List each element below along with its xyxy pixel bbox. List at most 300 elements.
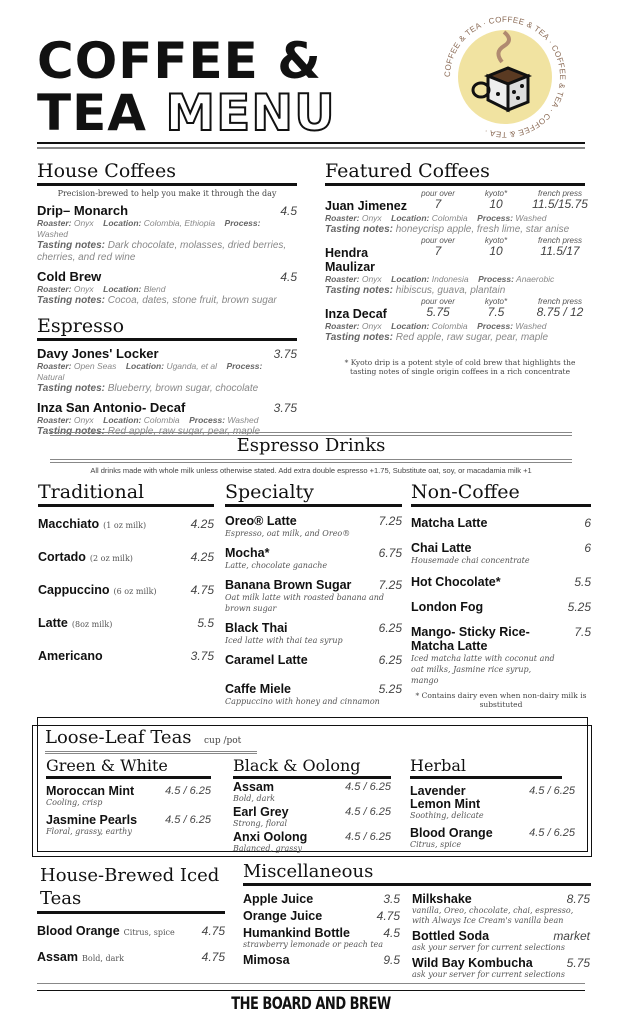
location-label: Location: [125, 361, 165, 371]
item-name-text: Blood Orange [410, 826, 493, 840]
item-name [38, 616, 214, 632]
menu-item [411, 541, 591, 566]
location-value: Colombia [429, 213, 478, 223]
tasting-notes [37, 240, 297, 264]
menu-item [37, 204, 297, 264]
item-price: 5.75 [566, 956, 590, 970]
item-name [411, 575, 546, 589]
menu-item [412, 956, 590, 980]
featured-item [325, 236, 595, 297]
item-name [225, 621, 402, 635]
divider [37, 983, 585, 984]
teas-title: Loose-Leaf Teas [45, 727, 192, 748]
item-name [411, 600, 546, 614]
menu-item [243, 909, 400, 923]
roaster-value: Onyx [359, 213, 392, 223]
price-column [473, 189, 519, 210]
item-name-text: Cappuccino [38, 583, 110, 597]
item-description: Iced matcha latte with coconut and oat milks, Jasmine rice syrup, mango [411, 654, 555, 685]
process-label: Process: [477, 213, 514, 223]
espresso-drinks-subtitle: All drinks made with whole milk unless otherwise stated. Add extra double espresso +1.75, Substitute oat, soy, or macadamia milk +1 [90, 466, 532, 475]
menu-item [46, 785, 211, 808]
item-name-text: Anxi Oolong [233, 830, 308, 844]
item-description: Strong, floral [233, 819, 287, 828]
item-name-text: Wild Bay Kombucha [412, 956, 533, 970]
coffee-meta [37, 218, 297, 240]
teas-unit: cup /pot [204, 736, 242, 746]
item-note: (6 oz milk) [113, 587, 157, 596]
location-label: Location: [391, 213, 430, 223]
item-price: 5.5 [574, 575, 591, 589]
item-name-text: Apple Juice [243, 892, 314, 906]
roaster-label: Roaster: [37, 284, 72, 294]
item-name-text: Chai Latte [411, 541, 472, 555]
divider [37, 142, 585, 144]
price-column-label: pour over [421, 189, 455, 198]
item-name-text: Matcha Latte [411, 516, 488, 530]
menu-item [412, 929, 590, 953]
notes-value: Cocoa, dates, stone fruit, brown sugar [104, 295, 277, 306]
process-label: Process: [224, 218, 261, 228]
divider [50, 432, 572, 433]
item-price: 6.25 [378, 653, 402, 667]
item-price: 3.5 [383, 892, 400, 906]
location-value: Indonesia [429, 274, 479, 284]
roaster-label: Roaster: [325, 274, 360, 284]
item-name-text: Banana Brown Sugar [225, 578, 352, 592]
process-value: Washed [37, 229, 78, 239]
item-note: (1 oz milk) [103, 521, 147, 530]
section-subtitle: Precision-brewed to help you make it through the day [57, 189, 277, 198]
notes-value: honeycrisp apple, fresh lime, star anise [392, 224, 570, 235]
menu-title-line2 [37, 84, 336, 142]
price-column [415, 297, 461, 318]
price-value: 7 [434, 197, 442, 211]
menu-title-line1: COFFEE & [37, 32, 322, 90]
item-name [243, 926, 400, 940]
location-label: Location: [103, 218, 142, 228]
item-name-text: Caramel Latte [225, 653, 308, 667]
price-column-label: french press [537, 189, 583, 198]
house-coffees-section [37, 160, 297, 438]
menu-item [38, 550, 214, 573]
process-value: Anaerobic [513, 274, 564, 284]
item-name-text: Americano [38, 649, 103, 663]
location-value: Blend [141, 284, 175, 294]
herbal-column [410, 757, 575, 850]
coffee-meta [325, 213, 595, 224]
featured-item [325, 189, 595, 236]
notes-label: Tasting notes: [325, 332, 393, 343]
item-description: ask your server for current selections [412, 970, 565, 979]
traditional-column [38, 481, 214, 672]
menu-item [243, 926, 400, 950]
item-price: 4.75 [201, 950, 225, 964]
footer-brand-logo: THE BOARD AND BREW [231, 994, 391, 1015]
tasting-notes [37, 295, 297, 307]
item-name [243, 953, 400, 967]
roaster-value: Onyx [359, 321, 392, 331]
roaster-label: Roaster: [37, 361, 72, 371]
item-price: 4.5 / 6.25 [345, 781, 391, 793]
menu-item [411, 600, 591, 616]
tasting-notes [37, 383, 297, 395]
roaster-value: Onyx [71, 218, 104, 228]
notes-label: Tasting notes: [325, 224, 393, 235]
item-description: Iced latte with thai tea syrup [225, 636, 343, 645]
price-column [527, 236, 593, 257]
process-value: Washed [513, 321, 556, 331]
menu-item [46, 814, 211, 837]
item-price: 4.5 / 6.25 [165, 814, 211, 826]
notes-value: Dark chocolate, molasses, dried berries, cherries, and red wine [37, 240, 287, 263]
location-label: Location: [391, 321, 430, 331]
menu-item [225, 621, 402, 646]
notes-label: Tasting notes: [325, 285, 393, 296]
menu-item [225, 578, 402, 614]
item-price: 8.75 [566, 892, 590, 906]
item-price: 4.5 [280, 270, 297, 284]
section-title: Miscellaneous [243, 862, 591, 886]
item-price: 3.75 [190, 649, 214, 663]
item-description: Floral, grassy, earthy [46, 827, 132, 836]
item-name-text: Bottled Soda [412, 929, 490, 943]
item-name-text: Humankind Bottle [243, 926, 350, 940]
section-title: Featured Coffees [325, 160, 585, 186]
black-oolong-column [233, 757, 391, 854]
green-white-column [46, 757, 211, 837]
notes-value: Red apple, raw sugar, pear, maple [392, 332, 549, 343]
item-name-text: Latte [38, 616, 68, 630]
price-value: 7.5 [487, 305, 505, 319]
item-price: 4.5 / 6.25 [529, 827, 575, 839]
item-description: vanilla, Oreo, chocolate, chai, espresso, with Always Ice Cream's vanilla bean [412, 906, 574, 925]
menu-item [410, 827, 575, 850]
item-description: Citrus, spice [410, 840, 462, 849]
item-name-text: Lavender Lemon Mint [410, 784, 481, 811]
item-name-text: Caffe Miele [225, 682, 291, 696]
item-name [225, 578, 402, 592]
item-price: 6.25 [378, 621, 402, 635]
price-column-label: kyoto* [484, 297, 508, 306]
column-title: Green & White [46, 757, 211, 779]
misc-section [243, 862, 591, 886]
item-name-text: Orange Juice [243, 909, 323, 923]
item-price: 4.5 [383, 926, 400, 940]
location-label: Location: [103, 415, 142, 425]
process-label: Process: [189, 415, 226, 425]
item-price: 4.75 [201, 924, 225, 938]
logo [440, 12, 570, 142]
notes-label: Tasting notes: [37, 240, 105, 251]
price-value: 8.75 / 12 [536, 305, 584, 319]
item-price: 5.5 [197, 616, 214, 630]
item-price: 4.5 / 6.25 [529, 785, 575, 797]
item-name: Inza Decaf [325, 307, 387, 321]
menu-item [37, 924, 225, 940]
item-name-text: Earl Grey [233, 805, 289, 819]
item-price: 5.25 [567, 600, 591, 614]
item-note: (8oz milk) [71, 620, 113, 629]
price-column-label: pour over [421, 236, 455, 245]
item-price: 4.5 / 6.25 [345, 806, 391, 818]
item-name-text: Mango- Sticky Rice- Matcha Latte [411, 625, 530, 653]
notes-value: Blueberry, brown sugar, chocolate [104, 383, 259, 394]
item-price: 7.25 [378, 578, 402, 592]
menu-item [411, 575, 591, 591]
item-name: Drip– Monarch [37, 203, 129, 218]
item-name-text: Mocha* [225, 546, 270, 560]
item-price: 4.5 [280, 204, 297, 218]
item-name-text: London Fog [411, 600, 484, 614]
process-value: Washed [225, 415, 268, 425]
location-value: Colombia, Ethiopia [141, 218, 225, 228]
location-label: Location: [103, 284, 142, 294]
item-note: (2 oz milk) [89, 554, 133, 563]
item-name [411, 516, 546, 530]
price-column [473, 297, 519, 318]
item-description: Espresso, oat milk, and Oreo® [225, 529, 351, 538]
menu-item [411, 625, 591, 686]
notes-label: Tasting notes: [37, 295, 105, 306]
location-value: Colombia [141, 415, 190, 425]
price-column [527, 297, 593, 318]
item-name [225, 653, 402, 667]
menu-item [225, 653, 402, 675]
column-title: Non-Coffee [411, 481, 591, 507]
kyoto-footnote: * Kyoto drip is a potent style of cold brew that highlights the tasting notes of single origin coffees in a rich concentrate [344, 358, 576, 376]
tasting-notes [325, 285, 595, 297]
item-name [243, 892, 400, 906]
featured-coffees-section [325, 160, 595, 376]
price-value: 10 [489, 244, 503, 258]
price-column-label: pour over [421, 297, 455, 306]
item-price: 4.5 / 6.25 [165, 785, 211, 797]
section-title: House Coffees [37, 160, 297, 186]
item-name: Davy Jones' Locker [37, 346, 159, 361]
item-name [38, 649, 214, 663]
item-name-text: Milkshake [412, 892, 472, 906]
item-name [225, 514, 402, 528]
price-column [415, 189, 461, 210]
coffee-meta [37, 284, 297, 295]
price-value: 5.75 [426, 305, 450, 319]
process-label: Process: [478, 274, 514, 284]
teas-header [45, 727, 257, 754]
price-column-label: french press [537, 297, 583, 306]
coffee-meta [37, 415, 297, 426]
item-price: 7.25 [378, 514, 402, 528]
tasting-notes [325, 332, 595, 344]
item-description: ask your server for current selections [412, 943, 565, 952]
item-name [225, 682, 402, 696]
roaster-label: Roaster: [325, 213, 360, 223]
location-label: Location: [391, 274, 430, 284]
roaster-label: Roaster: [37, 415, 72, 425]
price-value: 7 [434, 244, 442, 258]
column-title: Traditional [38, 481, 214, 507]
item-description: Cappuccino with honey and cinnamon [225, 697, 380, 706]
price-column-label: french press [537, 236, 583, 245]
menu-item [233, 781, 391, 804]
column-title: Herbal [410, 757, 562, 779]
item-name-text: Cortado [38, 550, 86, 564]
item-name: Cold Brew [37, 269, 102, 284]
menu-item [233, 831, 391, 854]
item-name-text: Macchiato [38, 517, 100, 531]
item-description: Housemade chai concentrate [411, 556, 530, 565]
roaster-value: Open Seas [71, 361, 126, 371]
section-title: Espresso [37, 315, 297, 341]
menu-item [225, 682, 402, 707]
coffee-meta [37, 361, 297, 383]
location-value: Colombia [429, 321, 478, 331]
item-name: Juan Jimenez [325, 199, 407, 213]
roaster-value: Onyx [359, 274, 392, 284]
item-price: 6.75 [378, 546, 402, 560]
item-price: 4.5 / 6.25 [345, 831, 391, 843]
process-label: Process: [226, 361, 263, 371]
item-price: 6 [584, 541, 591, 555]
menu-item [243, 953, 400, 967]
item-name [412, 892, 590, 906]
misc-left-column [243, 889, 400, 967]
item-price: 3.75 [273, 347, 297, 361]
item-name [412, 956, 590, 970]
menu-item [243, 892, 400, 906]
column-title: Black & Oolong [233, 757, 391, 779]
logo-ring-text: COFFEE & TEA · COFFEE & TEA · COFFEE & TEA · COFFEE & TEA · [442, 14, 568, 140]
item-price: 3.75 [273, 401, 297, 415]
divider [37, 990, 585, 991]
tasting-notes [325, 224, 595, 236]
price-column-label: kyoto* [484, 236, 508, 245]
item-name [38, 517, 214, 533]
item-price: market [553, 929, 590, 943]
price-column [527, 189, 593, 210]
menu-item [37, 950, 225, 966]
notes-label: Tasting notes: [37, 426, 105, 437]
price-value: 11.5/15.75 [532, 197, 588, 211]
menu-item [37, 347, 297, 395]
item-price: 9.5 [383, 953, 400, 967]
item-note: Citrus, spice [123, 928, 175, 937]
item-name-text: Moroccan Mint [46, 784, 135, 798]
price-column [415, 236, 461, 257]
featured-item [325, 297, 595, 344]
process-value: Washed [513, 213, 556, 223]
notes-value: hibiscus, guava, plantain [392, 285, 506, 296]
item-description: Cooling, crisp [46, 798, 103, 807]
process-label: Process: [477, 321, 514, 331]
menu-item [38, 583, 214, 606]
item-name [38, 550, 214, 566]
item-name-text: Blood Orange [37, 924, 120, 938]
coffee-meta [325, 321, 595, 332]
divider [50, 459, 572, 460]
item-name-text: Jasmine Pearls [46, 813, 138, 827]
item-price: 4.75 [376, 909, 400, 923]
roaster-value: Onyx [71, 415, 104, 425]
dairy-footnote: * Contains dairy even when non-dairy milk is substituted [415, 691, 587, 709]
item-price: 4.25 [190, 517, 214, 531]
price-column-label: kyoto* [484, 189, 508, 198]
item-name-text: Oreo® Latte [225, 514, 297, 528]
divider [50, 462, 572, 463]
roaster-value: Onyx [71, 284, 104, 294]
item-name [225, 546, 402, 560]
item-description: Balanced, grassy [233, 844, 302, 853]
item-name-text: Hot Chocolate* [411, 575, 501, 589]
item-name-text: Black Thai [225, 621, 288, 635]
menu-item [225, 546, 402, 571]
item-price: 7.5 [574, 625, 591, 639]
price-value: 11.5/17 [540, 244, 580, 258]
misc-right-column [412, 889, 590, 980]
item-name [411, 541, 546, 555]
notes-label: Tasting notes: [37, 383, 105, 394]
iced-teas-section [37, 864, 225, 966]
item-description: Oat milk latte with roasted banana and brown sugar [225, 593, 384, 613]
item-name: Hendra Maulizar [325, 246, 376, 274]
item-price: 5.25 [378, 682, 402, 696]
non-coffee-column [411, 481, 591, 709]
roaster-label: Roaster: [325, 321, 360, 331]
item-name [37, 950, 225, 966]
espresso-drinks-title: Espresso Drinks [236, 435, 386, 456]
notes-value: Red apple, raw sugar, pear, maple [104, 426, 261, 437]
item-name [37, 924, 225, 940]
specialty-column [225, 481, 402, 707]
column-title: Specialty [225, 481, 402, 507]
item-note: Bold, dark [82, 954, 125, 963]
item-description: strawberry lemonade or peach tea [243, 940, 384, 949]
item-name [411, 625, 546, 653]
menu-item [412, 892, 590, 926]
menu-item [410, 785, 575, 821]
section-title: House-Brewed Iced Teas [37, 864, 225, 914]
item-name-text: Mimosa [243, 953, 290, 967]
title-menu: MENU [165, 84, 336, 142]
item-price: 6 [584, 516, 591, 530]
item-name [410, 827, 510, 840]
menu-item [38, 517, 214, 540]
item-name-text: Assam [37, 950, 78, 964]
item-description: Bold, dark [233, 794, 276, 803]
roaster-label: Roaster: [37, 218, 72, 228]
menu-item [37, 270, 297, 307]
menu-item [38, 649, 214, 672]
title-tea: TEA [37, 84, 147, 142]
menu-item [38, 616, 214, 639]
price-value: 10 [489, 197, 503, 211]
menu-item [233, 806, 391, 829]
process-value: Natural [37, 372, 74, 382]
item-name: Inza San Antonio- Decaf [37, 400, 186, 415]
item-description: Latte, chocolate ganache [225, 561, 328, 570]
item-price: 4.75 [190, 583, 214, 597]
coffee-meta [325, 274, 595, 285]
divider [37, 147, 585, 149]
item-name [410, 785, 510, 811]
menu-item [225, 514, 402, 539]
item-price: 4.25 [190, 550, 214, 564]
menu-item [411, 516, 591, 532]
item-name [38, 583, 214, 599]
location-value: Uganda, et al [164, 361, 227, 371]
item-name-text: Assam [233, 780, 274, 794]
price-column [473, 236, 519, 257]
